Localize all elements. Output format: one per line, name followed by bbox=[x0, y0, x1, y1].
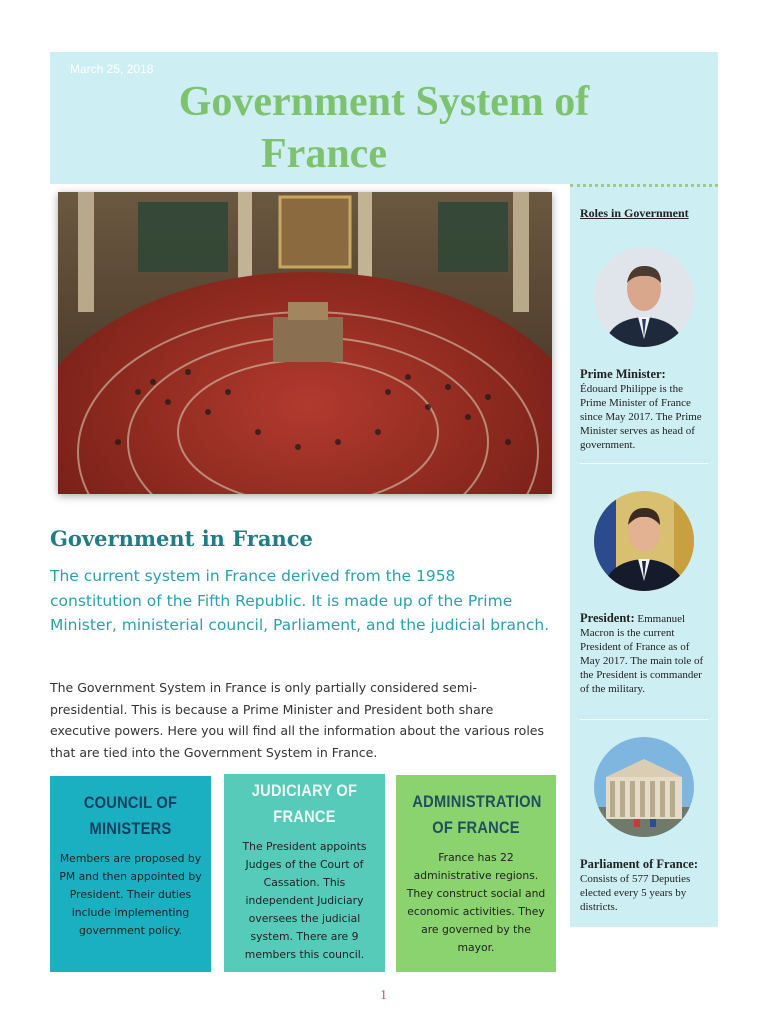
box-title: COUNCIL OF MINISTERS bbox=[83, 793, 178, 838]
box-title: ADMINISTRATION OF FRANCE bbox=[412, 792, 542, 837]
assembly-chamber-photo bbox=[58, 192, 552, 494]
page-title bbox=[50, 76, 718, 180]
article-lead: The current system in France derived from the 1958 constitution of the Fifth Republic. It is made up of the Prime Minister, ministerial council, Parliament, and the judicial branch. bbox=[50, 567, 550, 634]
roles-sidebar bbox=[570, 184, 718, 927]
article-heading: Government in France bbox=[50, 526, 313, 551]
title-line-1: Government System of bbox=[178, 79, 590, 125]
president-photo-icon bbox=[594, 491, 694, 591]
box-body: The President appoints Judges of the Court of Cassation. This independent Judiciary oversees the judicial system. There are 9 members this council. bbox=[242, 840, 367, 961]
prime-minister-entry bbox=[580, 367, 708, 452]
parliament-building-portrait bbox=[594, 737, 694, 837]
parliament-building-icon bbox=[594, 737, 694, 837]
administration-box bbox=[396, 775, 556, 972]
role-label: President: bbox=[580, 611, 635, 625]
role-description: Consists of 577 Deputies elected every 5 years by districts. bbox=[580, 873, 691, 913]
role-label: Prime Minister: bbox=[580, 367, 666, 381]
prime-minister-portrait bbox=[594, 247, 694, 347]
sidebar-heading: Roles in Government bbox=[580, 206, 689, 220]
publication-date: March 25, 2018 bbox=[70, 62, 154, 76]
title-line-2: France bbox=[261, 131, 387, 177]
president-entry bbox=[580, 611, 708, 696]
box-body: France has 22 administrative regions. They construct social and economic activities. They are governed by the mayor. bbox=[406, 851, 546, 954]
role-label: Parliament of France: bbox=[580, 857, 699, 871]
assembly-chamber-illustration bbox=[58, 192, 552, 494]
parliament-entry bbox=[580, 857, 708, 914]
page-number: 1 bbox=[380, 988, 387, 1003]
role-description: Emmanuel Macron is the current President of France as of May 2017. The main tole of the President is commander of the military. bbox=[580, 613, 704, 695]
prime-minister-photo-icon bbox=[594, 247, 694, 347]
box-title: JUDICIARY OF FRANCE bbox=[251, 781, 358, 826]
article-body: The Government System in France is only partially considered semi-presidential. This is because a Prime Minister and President both share executive powers. Here you will find all the information about the various roles that are tied into the Government System in France. bbox=[50, 680, 545, 760]
council-of-ministers-box bbox=[50, 776, 211, 972]
role-description: Édouard Philippe is the Prime Minister of France since May 2017. The Prime Minister serves as head of government. bbox=[580, 383, 702, 451]
president-portrait bbox=[594, 491, 694, 591]
sidebar-divider bbox=[580, 719, 708, 720]
box-body: Members are proposed by PM and then appointed by President. Their duties include implementing government policy. bbox=[59, 852, 202, 937]
judiciary-box bbox=[224, 774, 385, 972]
sidebar-divider bbox=[580, 463, 708, 464]
header-banner bbox=[50, 52, 718, 184]
